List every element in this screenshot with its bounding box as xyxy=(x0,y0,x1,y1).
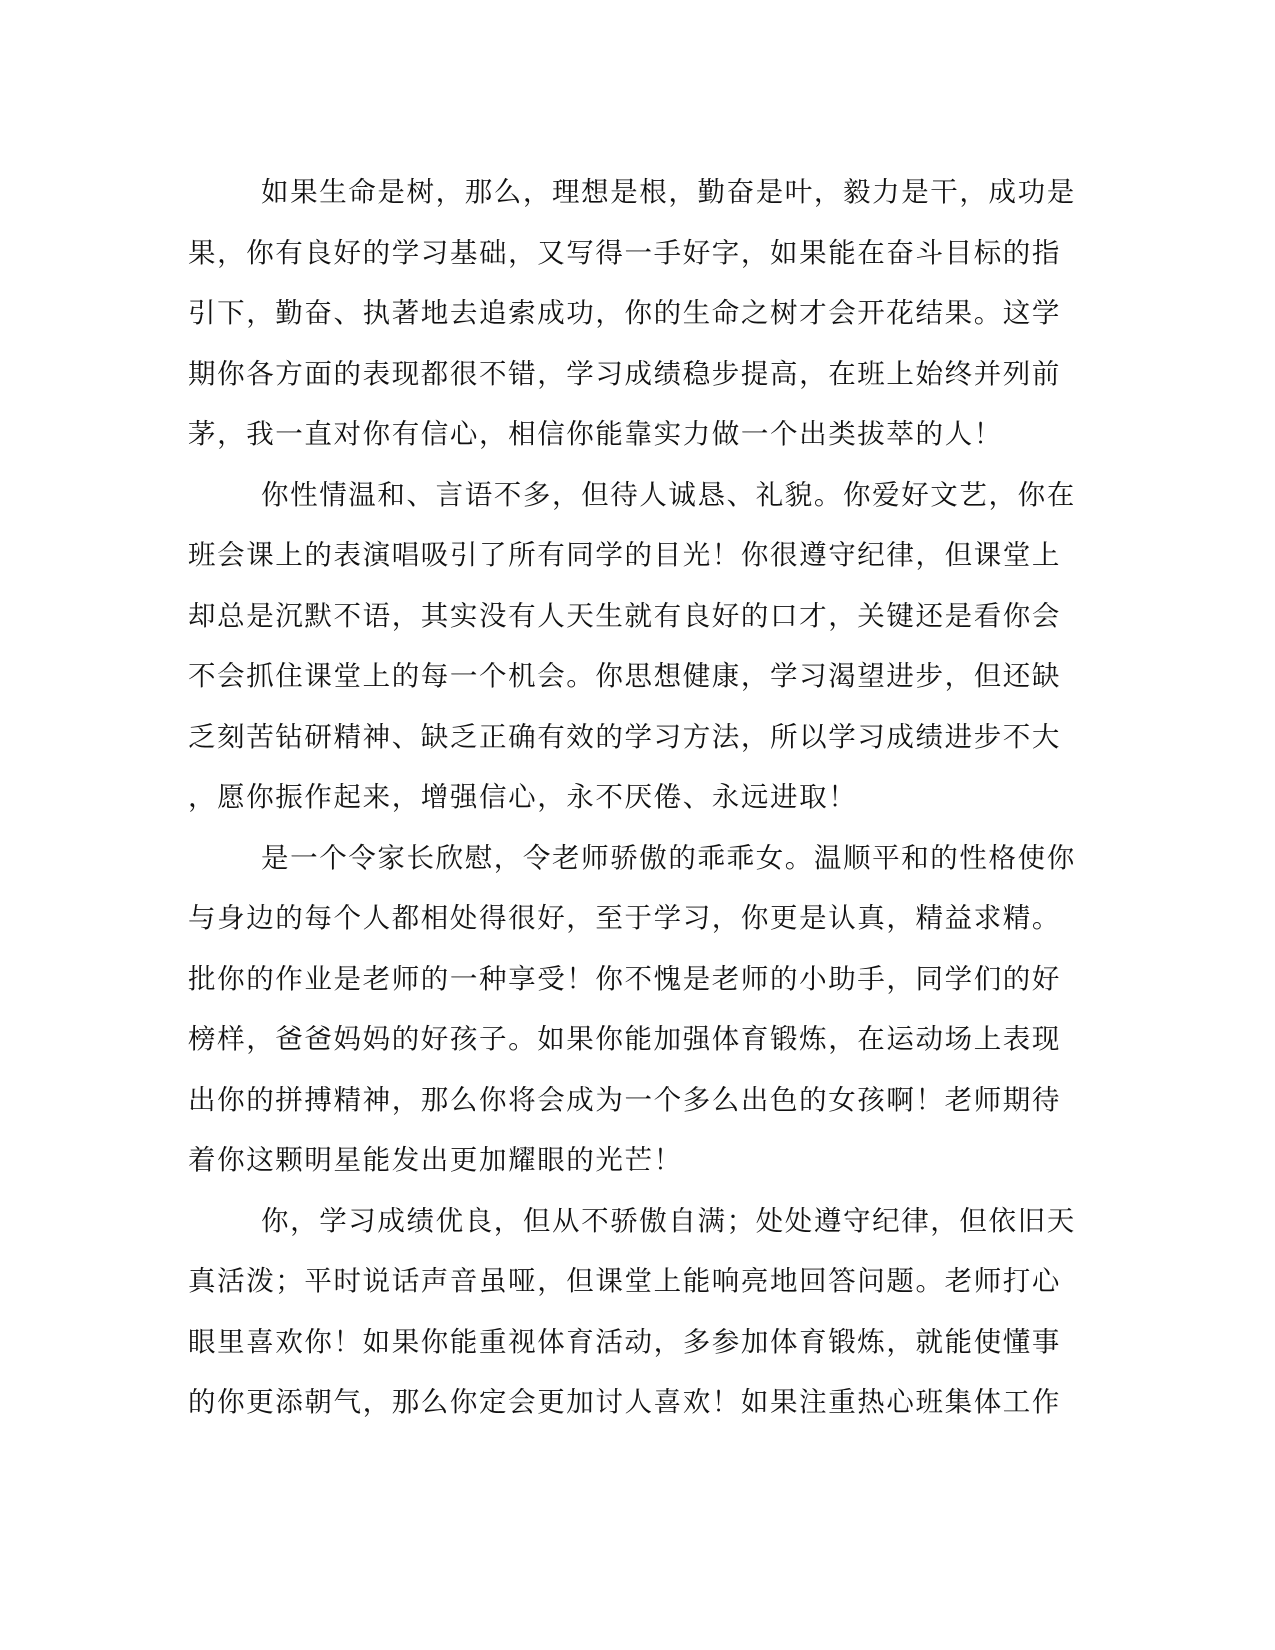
text-line: 你性情温和、言语不多，但待人诚恳、礼貌。你爱好文艺，你在 xyxy=(261,478,1076,511)
text-line: 班会课上的表演唱吸引了所有同学的目光！你很遵守纪律，但课堂上 xyxy=(188,539,1061,571)
text-line: ，愿你振作起来，增强信心，永不厌倦、永远进取！ xyxy=(188,781,858,813)
text-line: 着你这颗明星能发出更加耀眼的光芒！ xyxy=(188,1144,683,1176)
text-line: 果，你有良好的学习基础，又写得一手好字，如果能在奋斗目标的指 xyxy=(188,236,1061,269)
text-line: 茅，我一直对你有信心，相信你能靠实力做一个出类拔萃的人！ xyxy=(188,418,1003,450)
text-line: 期你各方面的表现都很不错，学习成绩稳步提高，在班上始终并列前 xyxy=(188,357,1061,390)
text-line: 是一个令家长欣慰，令老师骄傲的乖乖女。温顺平和的性格使你 xyxy=(261,841,1076,874)
text-line: 批你的作业是老师的一种享受！你不愧是老师的小助手，同学们的好 xyxy=(188,962,1061,995)
paragraph-4 xyxy=(188,1191,1078,1433)
text-line: 引下，勤奋、执著地去追索成功，你的生命之树才会开花结果。这学 xyxy=(188,297,1061,329)
paragraph-2 xyxy=(188,465,1078,828)
paragraph-3 xyxy=(188,828,1078,1191)
text-line: 如果生命是树，那么，理想是根，勤奋是叶，毅力是干，成功是 xyxy=(261,176,1076,208)
text-line: 你，学习成绩优良，但从不骄傲自满；处处遵守纪律，但依旧天 xyxy=(261,1204,1076,1237)
text-line: 与身边的每个人都相处得很好，至于学习，你更是认真，精益求精。 xyxy=(188,902,1061,934)
text-line: 眼里喜欢你！如果你能重视体育活动，多参加体育锻炼，就能使懂事 xyxy=(188,1325,1061,1358)
text-line: 榜样，爸爸妈妈的好孩子。如果你能加强体育锻炼，在运动场上表现 xyxy=(188,1023,1061,1055)
text-line: 乏刻苦钻研精神、缺乏正确有效的学习方法，所以学习成绩进步不大 xyxy=(188,720,1061,753)
body-text xyxy=(188,162,1078,1433)
text-line: 出你的拼搏精神，那么你将会成为一个多么出色的女孩啊！老师期待 xyxy=(188,1083,1061,1116)
paragraph-1 xyxy=(188,162,1078,465)
text-line: 却总是沉默不语，其实没有人天生就有良好的口才，关键还是看你会 xyxy=(188,599,1061,632)
text-line: 的你更添朝气，那么你定会更加讨人喜欢！如果注重热心班集体工作 xyxy=(188,1386,1061,1418)
text-line: 真活泼；平时说话声音虽哑，但课堂上能响亮地回答问题。老师打心 xyxy=(188,1265,1061,1297)
text-line: 不会抓住课堂上的每一个机会。你思想健康，学习渴望进步，但还缺 xyxy=(188,660,1061,692)
